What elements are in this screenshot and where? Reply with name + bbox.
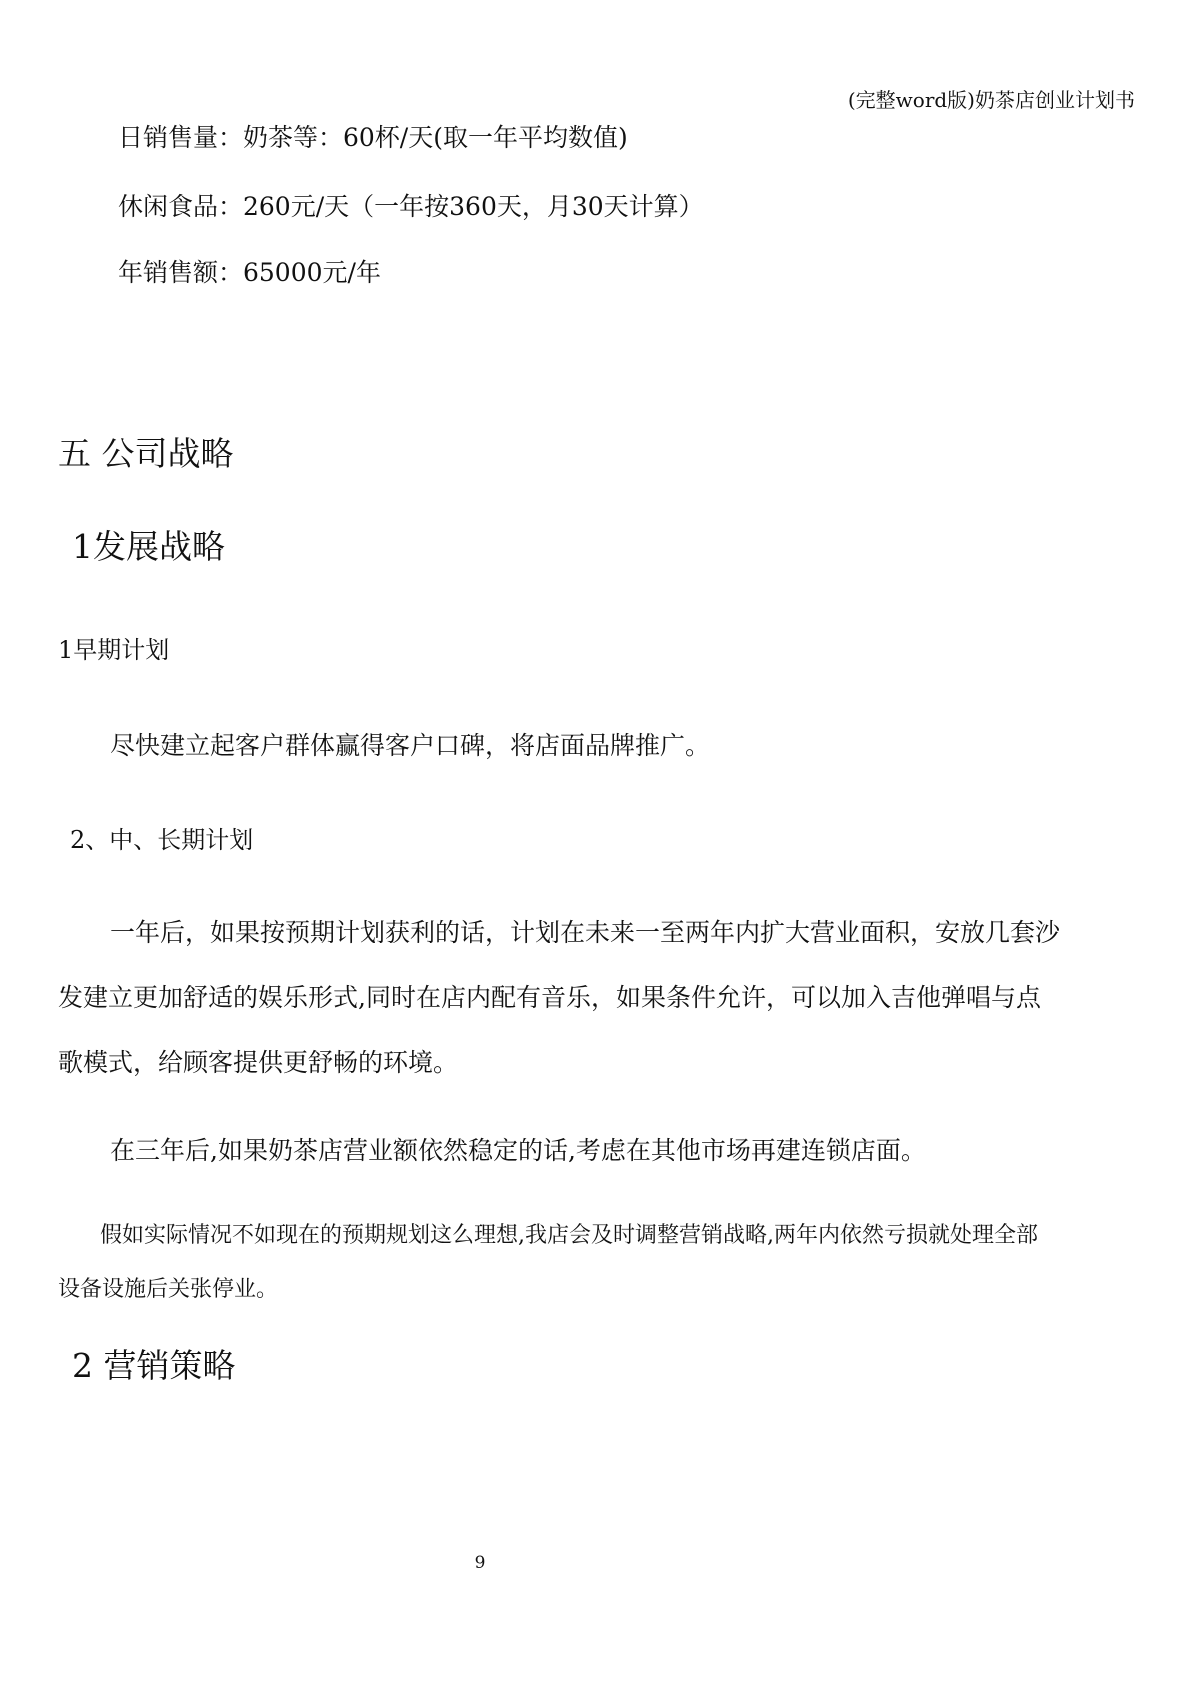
long-term-plan-line-3: 歌模式，给顾客提供更舒畅的环境。 [58, 1048, 459, 1077]
long-term-plan-line-2: 发建立更加舒适的娱乐形式,同时在店内配有音乐，如果条件允许，可以加入吉他弹唱与点 [58, 983, 1041, 1012]
snack-sales-line: 休闲食品：260元/天（一年按360天，月30天计算） [118, 192, 704, 221]
long-term-plan-line-1: 一年后，如果按预期计划获利的话，计划在未来一至两年内扩大营业面积，安放几套沙 [110, 918, 1061, 947]
running-header-title: (完整word版)奶茶店创业计划书 [847, 88, 1135, 112]
daily-sales-line: 日销售量：奶茶等：60杯/天(取一年平均数值) [118, 123, 628, 152]
early-plan-heading: 1早期计划 [58, 636, 170, 664]
annual-sales-line: 年销售额：65000元/年 [118, 258, 381, 287]
long-term-plan-heading: 2、中、长期计划 [70, 826, 254, 854]
early-plan-text: 尽快建立起客户群体赢得客户口碑，将店面品牌推广。 [110, 731, 711, 760]
section-five-title: 五 公司战略 [58, 434, 234, 473]
contingency-line-1: 假如实际情况不如现在的预期规划这么理想,我店会及时调整营销战略,两年内依然亏损就处理全部 [100, 1223, 1038, 1248]
page-number: 9 [474, 1553, 486, 1573]
contingency-line-2: 设备设施后关张停业。 [58, 1277, 279, 1302]
marketing-strategy-title: 2 营销策略 [72, 1346, 236, 1385]
development-strategy-title: 1发展战略 [72, 527, 225, 566]
three-year-plan-text: 在三年后,如果奶茶店营业额依然稳定的话,考虑在其他市场再建连锁店面。 [110, 1136, 926, 1165]
